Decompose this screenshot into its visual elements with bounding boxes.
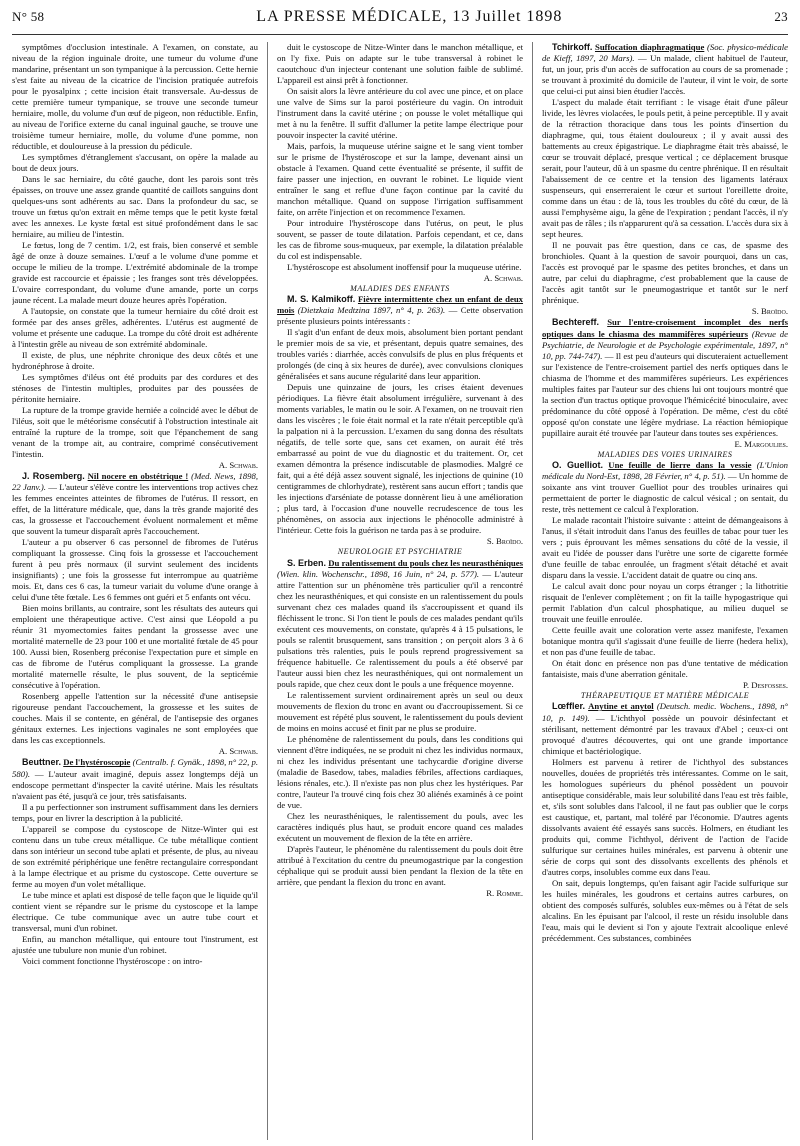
- paragraph: Il existe, de plus, une néphrite chronique des deux côtés et une hydronéphrose à droite.: [12, 350, 258, 371]
- article-title: Nil nocere en obstétrique !: [87, 471, 189, 481]
- paragraph: Chez les neurasthéniques, le ralentissement du pouls, avec les caractères indiqués plus haut, se produit encore quand ces malades exécutent un mouvement de flexion de la tête en arrière.: [277, 810, 523, 843]
- section-heading: MALADIES DES VOIES URINAIRES: [597, 449, 733, 459]
- paragraph: On était donc en présence non pas d'une tentative de médication fantaisiste, mais d'une aberration génitale.: [542, 658, 788, 680]
- article-kalmikoff: [277, 294, 523, 547]
- signature: R. Romme.: [486, 887, 523, 898]
- signature: A. Schwab.: [483, 273, 523, 283]
- paragraph: Le tube mince et aplati est disposé de telle façon que le liquide qu'il contient vient se répandre sur le prisme du cystoscope et la lampe électrique. Ce tube communique avec un autre tube court et transversal, muni d'un robinet.: [12, 889, 258, 933]
- paragraph: — L'auteur attire l'attention sur un phénomène très particulier qu'il a rencontré chez les neurasthéniques, et qui consiste en un ralentissement du pouls survenant chez ces malades quand ils s'accroupissent et quand ils fléchissent le tronc. Si l'on tient le pouls de ces malades pendant qu'ils exécutent ces mouvements, on constate, qu'après 4 à 15 pulsations, le pouls se ralentit brusquement, sans transition ; on perçoit alors 3 à 6 pulsations très ralenties, puis le pouls reprend progressivement sa fréquence habituelle. Ce ralentissement du pouls a été observé par l'auteur aussi bien chez les neurasthéniques, qui ont normalement un pouls rapide, que chez ceux dont le pouls a une fréquence moyenne.: [277, 568, 524, 689]
- paragraph: L'hystéroscope est absolument inoffensif pour la muqueuse utérine.: [287, 262, 522, 272]
- paragraph: Le phénomène de ralentissement du pouls, dans les conditions qui viennent d'être indiquées, ne se produit ni chez les individus normaux, ni chez les individus présentant une tachycardie d'origine diverse (maladie de Basedow, tabes, maladies fébriles, affections cardiaques, lésions rénales, etc.). Il n'existe pas non plus chez les hystériques. Par contre, l'auteur l'a trouvé cinq fois chez 30 aliénés examinés à ce point de vue.: [277, 733, 523, 810]
- article-title: Une feuille de lierre dans la vessie: [608, 459, 752, 470]
- paragraph: symptômes d'occlusion intestinale. A l'examen, on constate, au niveau de la région inguinale droite, une tumeur du volume d'une mandarine, présentant un son tympanique à la percussion. Cette hernie s'est faite au niveau de la cicatrice de l'incision pratiquée autrefois pour le pyosalpinx ; cette incision était transversale. Au-dessus de cette première tumeur tympanique, se trouve une seconde tumeur herniaire, molle, du volume d'un œuf de pigeon, non réductible. Enfin, au niveau de l'orifice externe du canal inguinal gauche, se trouve une troisième tumeur herniaire, molle, du volume d'une pomme, non réductible, et douloureuse à la pression du pédicule.: [12, 42, 258, 151]
- article-lead: [12, 471, 258, 537]
- article-bechtereff: [542, 317, 788, 449]
- paragraph: Les symptômes d'iléus ont été produits par des cordures et des sténoses de l'intestin multiples, produites par des poussées de péritonite herniaire.: [12, 372, 258, 404]
- paragraph: Le calcul avait donc pour noyau un corps étranger ; la lithotritie risquait de l'enlever complètement ; on fit la taille hypogastrique qui permit l'ablation d'un calcul phosphatique, au milieu duquel se trouvait une feuille enroulée.: [542, 581, 788, 625]
- paragraph: — L'ichthyol possède un pouvoir désinfectant et stérilisant, nettement démontré par les travaux d'Abel ; ceux-ci ont provoqué d'autres découvertes, qui ont une grande importance chimique et bactériologique.: [542, 712, 788, 756]
- paragraph: L'appareil se compose du cystoscope de Nitze-Winter qui est contenu dans un tube creux métallique. Ce tube métallique contient dans son intérieur un second tube aplati et présente, de plus, au niveau de son extrémité périphérique une fenêtre rectangulaire correspondant à la lampe électrique et au prisme du cystoscope. Cette ouverture se ferme au moyen d'un volet métallique.: [12, 823, 258, 889]
- paragraph: — Un malade, client habituel de l'auteur, fut, un jour, pris d'un accès de suffocation au cours de sa promenade ; se trouvant à proximité du domicile de l'auteur, il vint le voir, de sorte que celui-ci put ainsi bien étudier l'accès.: [542, 53, 788, 97]
- paragraph: Il s'agit d'un enfant de deux mois, absolument bien portant pendant le premier mois de sa vie, et présentant, depuis quatre semaines, des troubles variés : diarrhée, accès convulsifs de plus en plus fréquents et prolongés (de cinq à six heures de durée), avec convulsions cloniques généralisées et sans aucune régularité dans leur apparition.: [277, 327, 523, 382]
- paragraph: Le ralentissement survient ordinairement après un seul ou deux mouvements de flexion du tronc en avant ou d'accroupissement. Si ce mouvement est répété plus souvent, le ralentissement du pouls devient de moins en moins accusé et finit par ne plus se produire.: [277, 689, 523, 733]
- paragraph: Il ne pouvait pas être question, dans ce cas, de spasme des bronchioles. Quant à la question de savoir pourquoi, dans un cas, l'accès est provoqué par le spasme des petites bronches, et dans un autre, par celui du diaphragme, c'est probablement que la cause de l'accès agit tantôt sur le pneumogastrique et tantôt sur le nerf phrénique.: [542, 240, 788, 306]
- paragraph: La rupture de la trompe gravide herniée a coïncidé avec le début de l'iléus, soit que le météorisme consécutif à l'obstruction intestinale ait entraîné la rupture de la trompe, soit que l'épanchement de sang venant de la trompe ait, au contraire, comprimé consécutivement l'intestin.: [12, 405, 258, 459]
- article-title: Anytine et anytol: [588, 701, 654, 712]
- paragraph: Mais, parfois, la muqueuse utérine saigne et le sang vient tomber sur le prisme de l'hystéroscope et sur la lampe, devenant ainsi un obstacle à l'examen. Quand cette éventualité se présente, il suffit de faire passer une injection, en ouvrant le robinet. Le liquide vient entraîner le sang et reflue d'une façon continue par la cavité du manchon métallique. Quand on suppose l'irrigation suffisamment faite, on arrête l'injection et on recommence l'examen.: [277, 141, 523, 217]
- article-lead: [542, 701, 788, 756]
- article-erben: [277, 558, 523, 899]
- article-lead: [277, 558, 523, 690]
- column-2: [267, 42, 532, 1140]
- paragraph: Pour introduire l'hystéroscope dans l'utérus, on peut, le plus souvent, se passer de toute dilatation. Parfois cependant, et ce, dans les cas de fibrome sous-muqueux, par exemple, la dilatation préalable du col est indispensable.: [277, 218, 523, 261]
- article-citation: (Dietzkaia Medtzina 1897, n° 4, p. 263).: [297, 305, 446, 316]
- paragraph: A l'autopsie, on constate que la tumeur herniaire du côté droit est formée par des anses grêles, adhérentes. L'utérus est augmenté de volume et présente une caduque. La trompe du côté droit est adhérente à l'intestin grêle au niveau de son extrémité abdominale.: [12, 306, 258, 349]
- article-citation: (Deutsch. medic. Wochens., 1898, n° 10, p. 149).: [542, 701, 788, 723]
- paragraph: Bien moins brillants, au contraire, sont les résultats des auteurs qui emploient une thérapeutique active. C'est ainsi que Léopold a pu réunir 31 myomectomies faites pendant la grossesse avec une mortalité maternelle de 23 pour 100 et une mortalité fœtale de 45 pour 100. Aussi bien, Rosenberg préconise l'expectation pure et simple en cas de fibrome de l'utérus compliquant la grossesse. La grande mortalité maternelle résulte, le plus souvent, de la septicémie consécutive à l'opération.: [12, 603, 258, 691]
- paragraph: L'aspect du malade était terrifiant : le visage était d'une pâleur livide, les lèvres violacées, le pouls petit, à peine perceptible. Il y avait de la rétraction thoracique dans tous les points d'insertion du diaphragme, qui, tous étaient douloureux ; il y avait aussi des battements au creux épigastrique. Le diaphragme était très abaissé, le cœur se trouvait déplacé, presque vertical ; ce déplacement brusque serait, pour l'auteur, dû à un spasme du centre phrénique. Il en résultait l'abaissement de ce centre et la tension des ligaments latéraux suspenseurs, qui enserreraient le cœur et surtout l'oreillette droite, comme dans un étau : de là, tous les troubles du côté du cœur, de là aussi l'emphysème aigu, la gêne de l'expiration ; pendant l'accès, il n'y avait pas de râles ; ils n'apparurent qu'à sa cessation. L'accès dura six à sept heures.: [542, 97, 788, 240]
- article-title: Sur l'entre-croisement incomplet des nerfs optiques dans le chiasma des mammifères supérieurs: [542, 317, 788, 339]
- paragraph: Dans le sac herniaire, du côté gauche, dont les parois sont très épaisses, on trouve une assez grande quantité de caillots sanguins dont quelques-uns sont adhérents au sac. Dans la profondeur du sac, se trouve un fœtus qu'on extrait en même temps que le petit kyste fœtal avec les annexes. Le kyste fœtal est situé profondément dans le sac herniaire, au milieu de l'intestin.: [12, 174, 258, 239]
- signature: P. Desfosses.: [742, 680, 788, 691]
- paragraph: Cette feuille avait une coloration verte assez manifeste, l'examen botanique montra qu'il s'agissait d'une feuille de lierre (hedera helix), et non pas d'une feuille de tabac.: [542, 625, 788, 658]
- paragraph: On saisit alors la lèvre antérieure du col avec une pince, et on place une valve de Sims sur la paroi postérieure du vagin. On introduit l'instrument dans la cavité utérine ; on pousse le volet métallique qui met à nu la fenêtre. Il suffit d'allumer la petite lampe électrique pour pouvoir inspecter la cavité utérine.: [277, 86, 523, 140]
- article-lead: [277, 294, 523, 327]
- article-lead: [542, 42, 788, 97]
- paragraph: Il a pu perfectionner son instrument suffisamment dans les derniers temps, pour en livrer la description à la publicité.: [12, 801, 258, 823]
- article-author: Tchirkoff.: [552, 42, 593, 52]
- article-author: Bechtereff.: [552, 317, 600, 328]
- article-tchirkoff: [542, 42, 788, 317]
- article-title: De l'hystéroscopie: [63, 757, 131, 768]
- paragraph: Enfin, au manchon métallique, qui entoure tout l'instrument, est ajustée une tubulure non munie d'un robinet.: [12, 933, 258, 955]
- signature: S. Broïdo.: [486, 536, 523, 547]
- section-heading: NEUROLOGIE ET PSYCHIATRIE: [337, 547, 463, 557]
- article-beuttner: [12, 757, 258, 966]
- paragraph: D'après l'auteur, le phénomène du ralentissement du pouls doit être attribué à l'excitation du centre du pneumogastrique par la congestion céphalique qui se produit aussi bien pendant la flexion de la tête en arrière, que pendant la flexion du tronc en avant.: [277, 843, 523, 887]
- signature: A. Schwab.: [218, 460, 258, 470]
- paragraph: On sait, depuis longtemps, qu'en faisant agir l'acide sulfurique sur les huiles minérales, les goudrons et certains autres carbures, on obtient des composés sulfurés, solubles eux-mêmes ou à l'état de sels alcalins. En les épuisant par l'alcool, il reste un résidu insoluble dans l'eau, mais qui le devient si l'on y ajoute l'extrait alcoolique enlevé précédemment. Ces substances, combinées: [542, 877, 788, 943]
- article-loeffler: [542, 701, 788, 943]
- paragraph: Le fœtus, long de 7 centim. 1/2, est frais, bien conservé et semble âgé de onze à douze semaines. L'œuf a le volume d'une pomme et occupe le milieu de la trompe. L'extrémité abdominale de la trompe gravide est raccourcie et épaissie ; les franges sont très développées. L'ovaire correspondant, du volume d'une amande, porte un corps jaune récent. La malade meurt douze heures après l'opération.: [12, 240, 258, 305]
- signature: S. Broïdo.: [751, 306, 788, 317]
- paragraph: Depuis une quinzaine de jours, les crises étaient devenues périodiques. La fièvre était absolument irrégulière, survenant à des moments variables, le matin ou le soir. A l'examen, on ne trouvait rien dans les viscères ; le foie était normal et la rate n'était perceptible qu'à la palpation ni à la percussion. L'examen du sang donna des résultats négatifs, de telle sorte que, sans cet examen, on aurait été très embarrassé au point de vue du diagnostic et du traitement. Or, cet examen démontra la présence indiscutable de plasmodies. Malgré ce fait, qui a été déjà assez souvent signalé, les injections de quinine (10 centigrammes de chlorhydrate), restèrent sans aucun effort ; tandis que les injections d'arséniate de potasse donnèrent lieu à une amélioration ; plus tard, à l'occasion d'une nouvelle recrudescence de tous les phénomènes, on associa aux injections le phénocolle administré à l'intérieur. Cette fois la guérison ne tarda pas à se produire.: [277, 382, 523, 536]
- article-rosemberg: [12, 471, 258, 757]
- page-header: [12, 8, 788, 30]
- article-author: Beuttner.: [22, 757, 62, 768]
- article-author: S. Erben.: [287, 557, 327, 568]
- journal-title: LA PRESSE MÉDICALE, 13 Juillet 1898: [256, 8, 563, 25]
- paragraph: — L'auteur avait imaginé, depuis assez longtemps déjà un endoscope permettant d'inspecter la cavité utérine. Mais les résultats n'avaient pas été, jusqu'à ce jour, très satisfaisants.: [12, 768, 259, 801]
- article-author: Lœffler.: [552, 701, 585, 712]
- paragraph: — Un homme de soixante ans vint trouver Guelliot pour des troubles urinaires qui permettaient de porter le diagnostic de calcul vésical ; on sentait, du reste, très nettement ce calcul à l'exploration.: [542, 471, 788, 515]
- article-citation: (Revue de Psychiatrie, de Neurologie et de Psychologie expérimentale, 1897, n° 10, pp. 744-747).: [542, 328, 788, 361]
- paragraph: Rosenberg appelle l'attention sur la nécessité d'une antisepsie rigoureuse pendant l'accouchement, la grossesse et les suites de couches. Mais il se contente, en général, de l'antisepsie des organes génitaux externes. Les injections vaginales ne sont employées que dans les cas exceptionnels.: [12, 691, 258, 746]
- header-rule: [12, 34, 788, 35]
- article-lead: [12, 757, 258, 801]
- paragraph: — Il est peu d'auteurs qui discuteraient actuellement sur l'existence de l'entre-croisement partiel des nerfs optiques dans le chiasma de l'homme et des mammifères supérieurs. Les expériences multiples faites par l'auteur sur des chiens lui ont toujours montré que la section d'un tractus optique provoque l'hémicécité binoculaire, avec prédominance du côté opposé à l'opération. De même, c'est du côté opposé qu'on constate une légère mydriase. La réaction hémiopique pupillaire aurait été trouvée par l'auteur dans toutes ses expériences.: [542, 350, 788, 438]
- column-3: [532, 42, 788, 1140]
- article-author: M. S. Kalmikoff.: [287, 294, 356, 305]
- page-number: 23: [774, 9, 788, 24]
- article-citation: (Soc. physico-médicale de Kieff, 1897, 20 Mars).: [542, 42, 788, 64]
- paragraph: Holmers est parvenu à retirer de l'ichthyol des substances nouvelles, douées de propriétés très intéressantes. Comme on le sait, les homologues supérieurs du phénol possèdent un pouvoir antiseptique considérable, mais leur solubilité dans l'eau est très faible, et, s'ils sont solubles dans l'alcool, il ne faut pas oublier que le corps est caustique, et, partant, mal toléré par l'économie. D'autres agents dissolvants avaient été essayés sans succès. Holmers, en étudiant les produits qui, comme l'ichthyol, dérivent de l'action de l'acide sulfurique sur certaines huiles minérales, est parvenu à obtenir une série de corps qui sont des dissolvants excellents des phénols et d'autres corps, insolubles comme eux dans l'eau.: [542, 756, 788, 877]
- article-title: Du ralentissement du pouls chez les neurasthéniques: [328, 557, 523, 568]
- paragraph: — L'auteur s'élève contre les interventions trop actives chez les femmes enceintes atteintes de fibromes de l'utérus. Il ressort, en effet, de la littérature médicale, que, dans la très grande majorité des cas, la grossesse et l'accouchement évoluent normalement et même que souvent la tumeur disparaît après l'accouchement.: [12, 482, 258, 537]
- article-citation: (Centralb. f. Gynäk., 1898, n° 22, p. 580).: [12, 757, 258, 779]
- paragraph: duit le cystoscope de Nitze-Winter dans le manchon métallique, et on l'y fixe. Puis on adapte sur le tube transversal à robinet le caoutchouc d'un injecteur contenant une solution faible de sublimé. L'appareil est ainsi prêt à fonctionner.: [277, 42, 523, 85]
- article-columns: [12, 42, 788, 1140]
- signature: A. Schwab.: [218, 746, 258, 757]
- article-citation: (Med. News, 1898, 22 Janv.).: [12, 471, 258, 493]
- article-author: O. Guelliot.: [552, 459, 604, 470]
- paragraph: Le malade racontait l'histoire suivante : atteint de démangeaisons à l'anus, il s'était introduit dans l'anus des feuilles de tabac pour tuer les vers ; puis éprouvant les mêmes sensations du côté de la vessie, il avait eu l'idée de pousser dans l'urètre une sorte de cigarette formée d'une feuille de tabac enroulée, un fragment s'était détaché et avait disparu dans la vessie. L'accident datait de quatre ou cinq ans.: [542, 515, 788, 581]
- paragraph: L'auteur a pu observer 6 cas personnel de fibromes de l'utérus compliquant la grossesse. Cinq fois la grossesse et l'accouchement furent à peu près normaux (il survint seulement des incidents insignifiants) ; une fois la grossesse fut interrompue au quatrième mois. Et, dans ces 6 cas, la tumeur variait du volume d'une orange à celui d'une tête fœtale. Les 6 femmes ont guéri et 5 enfants ont vécu.: [12, 537, 258, 603]
- article-citation: (L'Union médicale du Nord-Est, 1898, 28 Février, n° 4, p. 51).: [542, 459, 788, 482]
- issue-number: N° 58: [12, 9, 45, 24]
- paragraph: Voici comment fonctionne l'hystéroscope : on intro-: [22, 955, 203, 966]
- column-1: [12, 42, 267, 1140]
- article-lead: [542, 460, 788, 515]
- signature: E. Margoulies.: [734, 438, 788, 449]
- paragraph: — Cette observation présente plusieurs points intéressants :: [277, 305, 524, 327]
- article-lead: [542, 317, 788, 438]
- section-heading: THÉRAPEUTIQUE ET MATIÈRE MÉDICALE: [580, 691, 750, 701]
- paragraph: Les symptômes d'étranglement s'accusant, on opère la malade au bout de deux jours.: [12, 152, 258, 173]
- article-title: Suffocation diaphragmatique: [594, 42, 705, 52]
- article-author: J. Rosemberg.: [22, 471, 85, 481]
- article-citation: (Wien. klin. Wochenschr., 1898, 16 Juin, n° 24, p. 577).: [277, 568, 480, 579]
- article-guelliot: [542, 460, 788, 691]
- article-title: Fièvre intermittente chez un enfant de deux mois: [277, 294, 524, 316]
- section-heading: MALADIES DES ENFANTS: [350, 284, 450, 293]
